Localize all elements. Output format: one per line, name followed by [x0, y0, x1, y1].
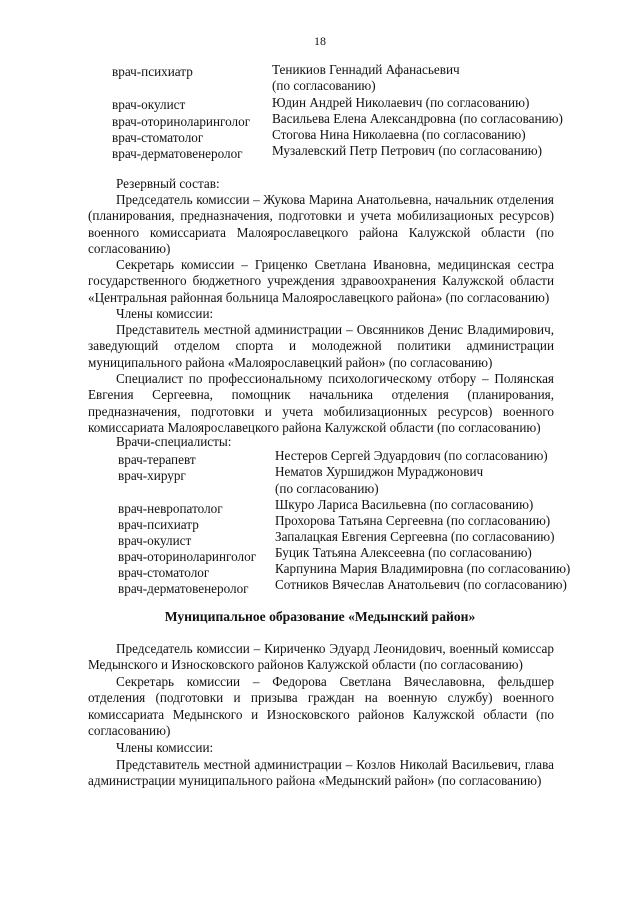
person-name: Музалевский Петр Петрович (по согласованию) [272, 143, 542, 158]
person-name-note: (по согласованию) [275, 481, 379, 496]
role-label: врач-дерматовенеролог [112, 146, 243, 161]
reserve-admin-rep-paragraph: Представитель местной администрации – Овсянников Денис Владимирович, заведующий отделом спорта и молодежной политики администрации муниципального района «Малоярославецкий район» (по согласованию) [88, 322, 554, 370]
role-label: врач-дерматовенеролог [118, 581, 249, 596]
person-name: Прохорова Татьяна Сергеевна (по согласованию) [275, 513, 551, 528]
medyn-admin-rep-paragraph: Представитель местной администрации – Козлов Николай Васильевич, глава администрации муниципального района «Медынский район» (по согласованию) [88, 757, 554, 789]
role-label: врач-хирург [118, 468, 186, 483]
person-name-note: (по согласованию) [272, 78, 376, 93]
role-label: врач-стоматолог [112, 130, 204, 145]
page-number: 18 [314, 34, 326, 48]
reserve-chair-paragraph: Председатель комиссии – Жукова Марина Анатольевна, начальник отделения (планирования, предназначения, подготовки и учета мобилизационых ресурсов) военного комиссариата Малоярославецкого района Калужской области (по согласованию) [88, 192, 554, 256]
medyn-members-label: Члены комиссии: [116, 740, 214, 755]
section-heading: Муниципальное образование «Медынский район» [164, 609, 476, 624]
person-name: Запалацкая Евгения Сергеевна (по согласованию) [275, 529, 555, 544]
person-name: Буцик Татьяна Алексеевна (по согласованию) [275, 545, 532, 560]
reserve-members-label: Члены комиссии: [116, 306, 214, 321]
role-label: врач-психиатр [112, 64, 193, 79]
role-label: врач-психиатр [118, 517, 199, 532]
role-label: врач-терапевт [118, 452, 196, 467]
role-label: врач-окулист [112, 97, 186, 112]
reserve-psych-specialist-paragraph: Специалист по профессиональному психологическому отбору – Полянская Евгения Сергеевна, помощник начальника отделения (планирования, предназначения, подготовки и учета мобилизационных ресурсов) военного комиссариата Малоярославецкого района Калужской области (по согласованию) [88, 371, 554, 435]
medyn-secretary-paragraph: Секретарь комиссии – Федорова Светлана Вячеславовна, фельдшер отделения (подготовки и призыва граждан на военную службу) военного комиссариата Медынского и Износковского районов Калужской области (по согласованию) [88, 674, 554, 738]
reserve-secretary-paragraph: Секретарь комиссии – Гриценко Светлана Ивановна, медицинская сестра государственного бюджетного учреждения здравоохранения Калужской области «Центральная районная больница Малоярославецкого района» (по согласованию) [88, 257, 554, 305]
role-label: врач-стоматолог [118, 565, 210, 580]
role-label: врач-оториноларинголог [112, 114, 251, 129]
person-name: Карпунина Мария Владимировна (по согласованию) [275, 561, 571, 576]
person-name: Юдин Андрей Николаевич (по согласованию) [272, 95, 530, 110]
reserve-doctors-label: Врачи-специалисты: [116, 434, 232, 449]
person-name: Стогова Нина Николаевна (по согласованию) [272, 127, 526, 142]
medyn-chair-paragraph: Председатель комиссии – Кириченко Эдуард Леонидович, военный комиссар Медынского и Износковского районов Калужской области (по согласованию) [88, 641, 554, 673]
person-name: Сотников Вячеслав Анатольевич (по согласованию) [275, 577, 567, 592]
reserve-heading: Резервный состав: [116, 176, 220, 191]
person-name: Нематов Хуршиджон Мураджонович [275, 464, 484, 479]
person-name: Васильева Елена Александровна (по согласованию) [272, 111, 563, 126]
person-name: Нестеров Сергей Эдуардович (по согласованию) [275, 448, 548, 463]
person-name: Теникиов Геннадий Афанасьевич [272, 62, 460, 77]
role-label: врач-окулист [118, 533, 192, 548]
role-label: врач-оториноларинголог [118, 549, 257, 564]
role-label: врач-невропатолог [118, 501, 223, 516]
person-name: Шкуро Лариса Васильевна (по согласованию) [275, 497, 534, 512]
